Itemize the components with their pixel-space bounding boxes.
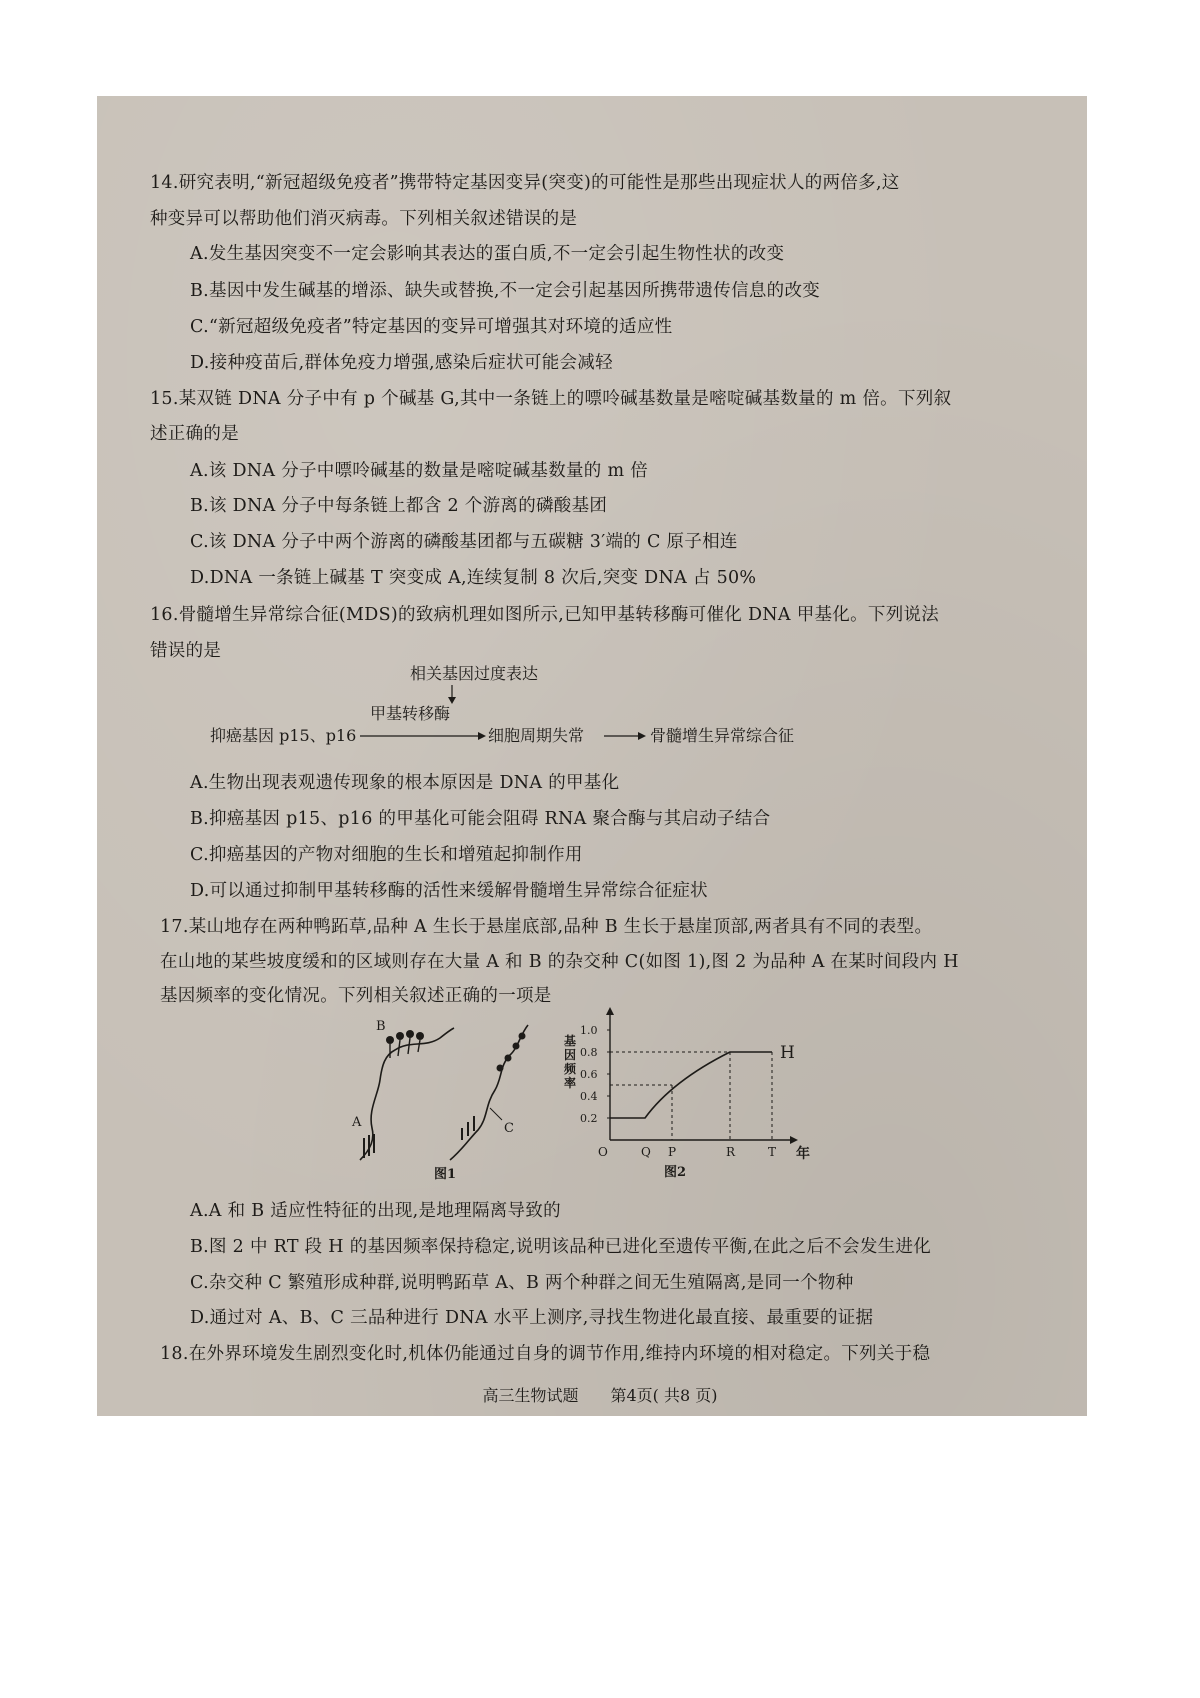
q15-option-a: A.该 DNA 分子中嘌呤碱基的数量是嘧啶碱基数量的 m 倍 xyxy=(190,461,649,481)
q16-option-a: A.生物出现表观遗传现象的根本原因是 DNA 的甲基化 xyxy=(190,773,620,793)
x-tick-label: Q xyxy=(641,1145,651,1159)
q17-stem-line2: 在山地的某些坡度缓和的区域则存在大量 A 和 B 的杂交种 C(如图 1),图 2 为品种 A 在某时间段内 H xyxy=(160,952,959,972)
q15-option-d: D.DNA 一条链上碱基 T 突变成 A,连续复制 8 次后,突变 DNA 占 50% xyxy=(190,568,757,588)
label-c: C xyxy=(504,1121,514,1136)
flow-left-label: 抑癌基因 p15、p16 xyxy=(210,726,357,745)
q14-option-d: D.接种疫苗后,群体免疫力增强,感染后症状可能会减轻 xyxy=(190,353,613,373)
q17-option-d: D.通过对 A、B、C 三品种进行 DNA 水平上测序,寻找生物进化最直接、最重要的证据 xyxy=(190,1308,874,1328)
origin-label: O xyxy=(598,1145,608,1159)
page-footer: 高三生物试题 第4页( 共8 页) xyxy=(482,1386,718,1405)
figure-2-caption: 图2 xyxy=(664,1165,687,1180)
q17-option-b: B.图 2 中 RT 段 H 的基因频率保持稳定,说明该品种已进化至遗传平衡,在此之后不会发生进化 xyxy=(190,1237,932,1257)
q17-option-c: C.杂交种 C 繁殖形成种群,说明鸭跖草 A、B 两个种群之间无生殖隔离,是同一个物种 xyxy=(190,1273,854,1293)
y-axis-label-char: 频 xyxy=(564,1062,577,1076)
label-b: B xyxy=(376,1019,386,1034)
q17-stem-line1: 17.某山地存在两种鸭跖草,品种 A 生长于悬崖底部,品种 B 生长于悬崖顶部,两者具有不同的表型。 xyxy=(160,917,933,937)
y-tick-label: 1.0 xyxy=(580,1024,598,1037)
y-tick-label: 0.6 xyxy=(580,1068,598,1081)
x-axis-label: 年 xyxy=(796,1146,810,1162)
figure-1-cliffs xyxy=(350,1010,570,1180)
q15-stem-line2: 述正确的是 xyxy=(150,424,239,444)
q14-option-c: C.“新冠超级免疫者”特定基因的变异可增强其对环境的适应性 xyxy=(190,317,673,337)
y-axis-label-char: 率 xyxy=(564,1076,577,1090)
q16-option-d: D.可以通过抑制甲基转移酶的活性来缓解骨髓增生异常综合征症状 xyxy=(190,881,708,901)
q14-option-a: A.发生基因突变不一定会影响其表达的蛋白质,不一定会引起生物性状的改变 xyxy=(190,244,785,264)
y-tick-label: 0.2 xyxy=(580,1112,598,1125)
y-axis-label-char: 因 xyxy=(564,1048,577,1062)
flow-top-label: 相关基因过度表达 xyxy=(410,665,539,683)
mds-pathway-diagram xyxy=(210,665,850,745)
x-axis-arrow xyxy=(790,1136,798,1144)
q18-stem-line1: 18.在外界环境发生剧烈变化时,机体仍能通过自身的调节作用,维持内环境的相对稳定。下列关于稳 xyxy=(160,1344,931,1364)
q15-option-c: C.该 DNA 分子中两个游离的磷酸基团都与五碳糖 3′端的 C 原子相连 xyxy=(190,532,738,552)
x-tick-label: R xyxy=(726,1145,736,1159)
y-tick-label: 0.4 xyxy=(580,1090,598,1103)
q16-option-b: B.抑癌基因 p15、p16 的甲基化可能会阻碍 RNA 聚合酶与其启动子结合 xyxy=(190,809,771,829)
plants-c-group xyxy=(462,1033,526,1141)
figure-2-chart xyxy=(560,1000,820,1180)
flow-mid-label: 细胞周期失常 xyxy=(488,726,585,745)
q14-stem-line2: 种变异可以帮助他们消灭病毒。下列相关叙述错误的是 xyxy=(150,209,578,229)
flow-right-label: 骨髓增生异常综合征 xyxy=(650,726,795,745)
q17-option-a: A.A 和 B 适应性特征的出现,是地理隔离导致的 xyxy=(190,1201,561,1221)
y-axis-arrow xyxy=(606,1007,614,1015)
label-a: A xyxy=(352,1115,362,1130)
y-axis-label-char: 基 xyxy=(564,1034,577,1048)
flow-arrow-label: 甲基转移酶 xyxy=(370,704,451,723)
q16-stem-line1: 16.骨髓增生异常综合征(MDS)的致病机理如图所示,已知甲基转移酶可催化 DNA 甲基化。下列说法 xyxy=(150,605,940,625)
q14-option-b: B.基因中发生碱基的增添、缺失或替换,不一定会引起基因所携带遗传信息的改变 xyxy=(190,281,821,301)
series-h-label: H xyxy=(780,1043,795,1063)
figure-1-caption: 图1 xyxy=(434,1167,457,1180)
q17-stem-line3: 基因频率的变化情况。下列相关叙述正确的一项是 xyxy=(160,986,552,1006)
q15-stem-line1: 15.某双链 DNA 分子中有 p 个碱基 G,其中一条链上的嘌呤碱基数量是嘧啶碱基数量的 m 倍。下列叙 xyxy=(150,389,952,409)
q16-option-c: C.抑癌基因的产物对细胞的生长和增殖起抑制作用 xyxy=(190,845,583,865)
x-tick-label: P xyxy=(668,1145,677,1159)
q14-stem-line1: 14.研究表明,“新冠超级免疫者”携带特定基因变异(突变)的可能性是那些出现症状人的两倍多,这 xyxy=(150,173,900,193)
x-tick-label: T xyxy=(768,1145,777,1159)
q15-option-b: B.该 DNA 分子中每条链上都含 2 个游离的磷酸基团 xyxy=(190,496,608,516)
y-tick-label: 0.8 xyxy=(580,1046,598,1059)
q16-stem-line2: 错误的是 xyxy=(150,641,222,661)
